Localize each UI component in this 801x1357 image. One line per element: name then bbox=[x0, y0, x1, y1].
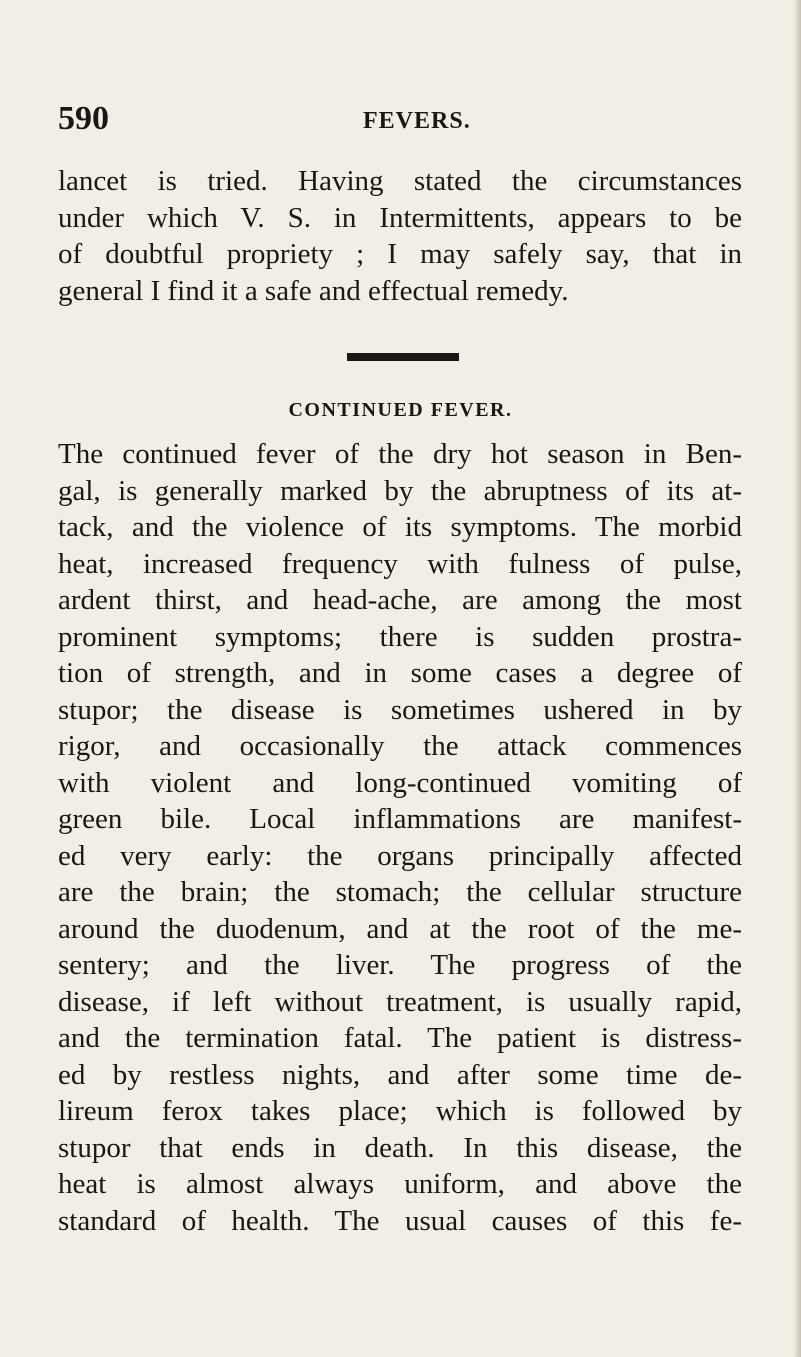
intro-paragraph bbox=[58, 163, 742, 309]
section-heading: CONTINUED FEVER. bbox=[288, 399, 513, 421]
text-line: prominent symptoms; there is sudden prostra- bbox=[58, 620, 742, 653]
text-line: lireum ferox takes place; which is followed by bbox=[58, 1095, 742, 1127]
text-line: ed by restless nights, and after some time de- bbox=[58, 1058, 742, 1091]
page-number: 590 bbox=[58, 100, 109, 137]
text-line: lancet is tried. Having stated the circumstances bbox=[58, 165, 742, 197]
body-paragraph bbox=[58, 436, 742, 1239]
text-line: disease, if left without treatment, is usually rapid, bbox=[58, 985, 742, 1018]
text-line: sentery; and the liver. The progress of the bbox=[58, 949, 742, 981]
text-line: and the termination fatal. The patient is distress- bbox=[58, 1022, 742, 1054]
text-line: around the duodenum, and at the root of the me- bbox=[58, 912, 742, 945]
text-line: of doubtful propriety ; I may safely say, that in bbox=[58, 238, 742, 270]
text-line: with violent and long-continued vomiting of bbox=[58, 766, 742, 799]
text-line: stupor that ends in death. In this disease, the bbox=[58, 1131, 742, 1164]
text-line: ardent thirst, and head-ache, are among the most bbox=[58, 584, 742, 616]
section-divider-rule bbox=[347, 353, 459, 361]
text-line: The continued fever of the dry hot season in Ben- bbox=[58, 438, 742, 470]
text-line: are the brain; the stomach; the cellular structure bbox=[58, 876, 742, 908]
text-line: under which V. S. in Intermittents, appears to be bbox=[58, 201, 742, 234]
text-line: rigor, and occasionally the attack commences bbox=[58, 730, 742, 762]
page-edge-shadow bbox=[793, 0, 801, 1357]
page-header bbox=[58, 100, 758, 144]
text-line: heat is almost always uniform, and above the bbox=[58, 1168, 742, 1200]
text-line: general I find it a safe and effectual remedy. bbox=[58, 274, 569, 307]
text-line: green bile. Local inflammations are manifest- bbox=[58, 803, 742, 835]
text-line: ed very early: the organs principally affected bbox=[58, 839, 742, 872]
text-line: tack, and the violence of its symptoms. The morbid bbox=[58, 511, 742, 543]
text-line: standard of health. The usual causes of this fe- bbox=[58, 1204, 742, 1237]
text-line: stupor; the disease is sometimes ushered in by bbox=[58, 693, 742, 726]
text-line: tion of strength, and in some cases a degree of bbox=[58, 657, 742, 689]
text-line: gal, is generally marked by the abruptness of its at- bbox=[58, 474, 742, 507]
running-head: FEVERS. bbox=[363, 108, 471, 134]
text-line: heat, increased frequency with fulness of pulse, bbox=[58, 547, 742, 580]
